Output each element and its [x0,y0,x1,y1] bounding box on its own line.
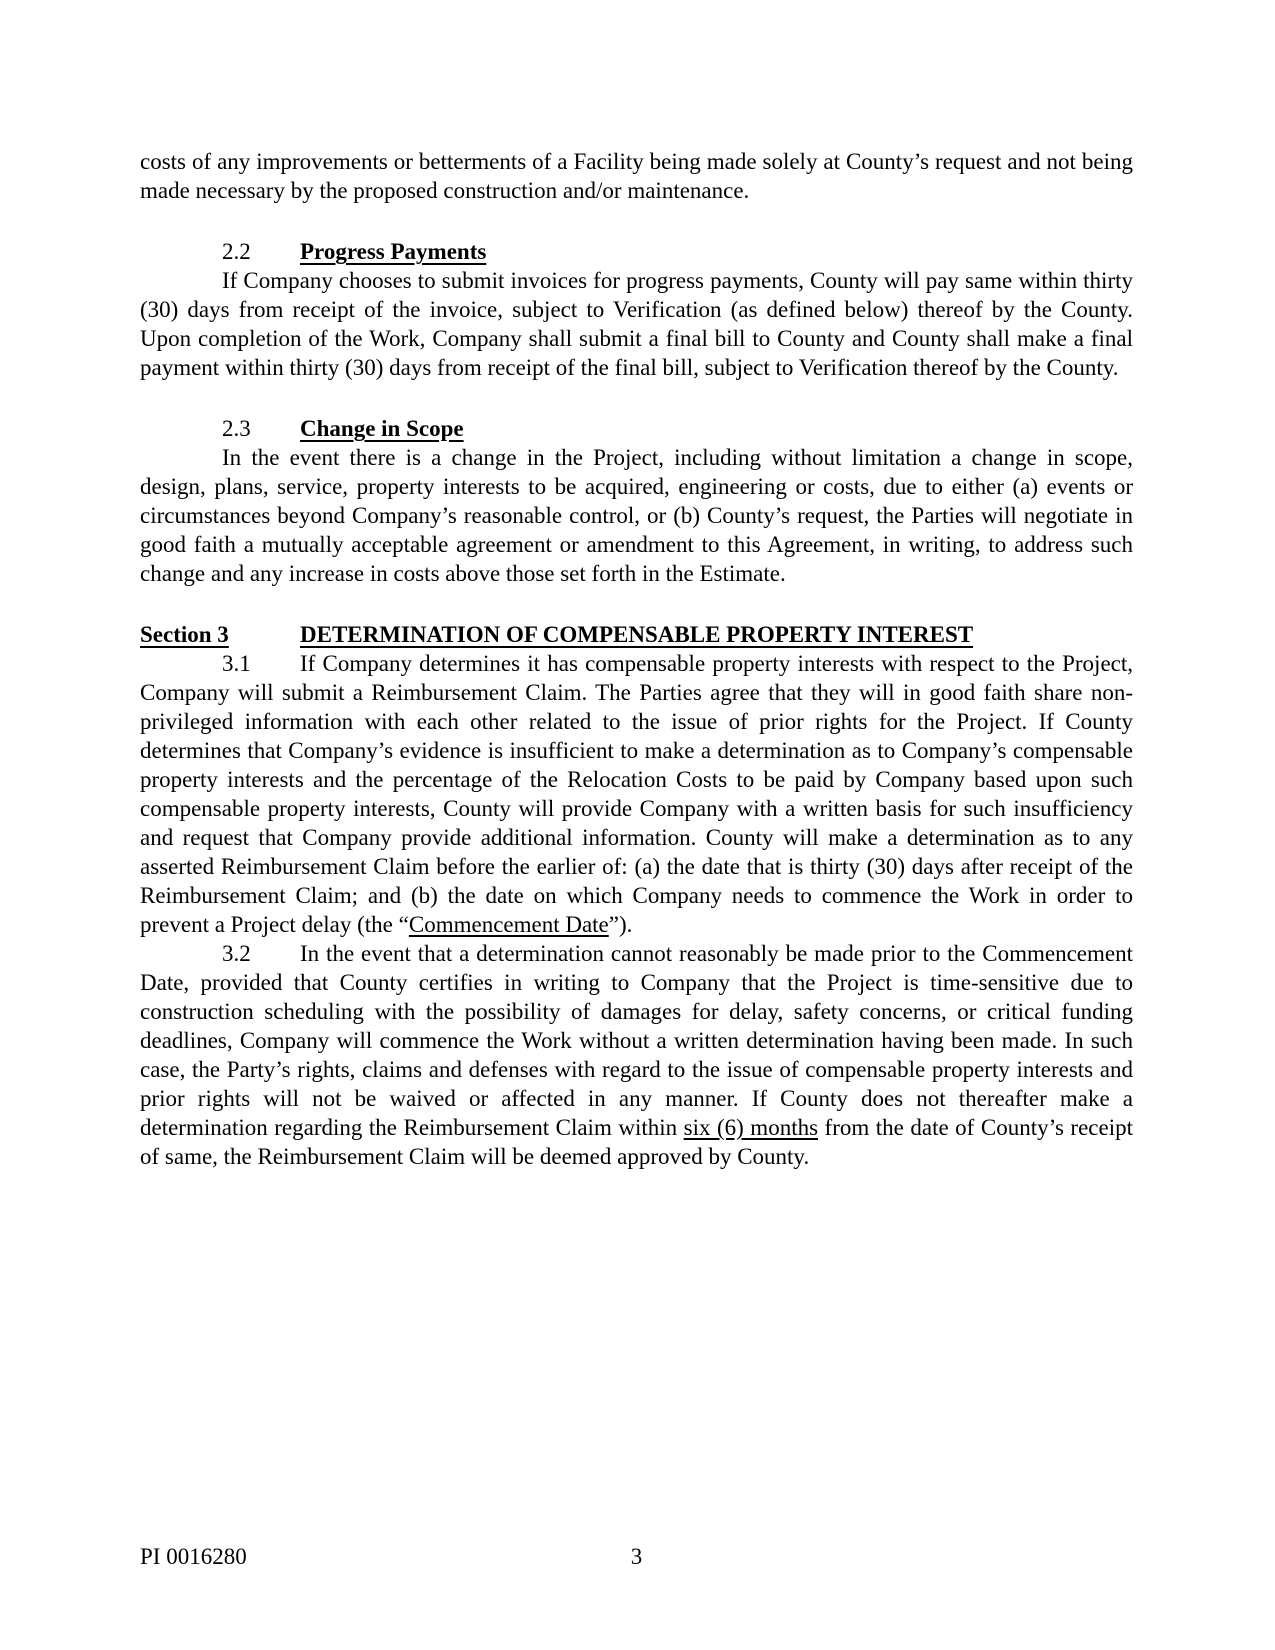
paragraph-intro-text: costs of any improvements or betterments of a Facility being made solely at County’s request and not being made necessary by the proposed construction and/or maintenance. [140,149,1133,203]
heading-section-3-number-cell [140,620,300,649]
heading-section-3-title: DETERMINATION OF COMPENSABLE PROPERTY INTEREST [300,622,974,647]
heading-2-2-title: Progress Payments [300,239,487,264]
footer-page-number: 3 [630,1544,643,1569]
paragraph-3-2-underlined-term: six (6) months [683,1115,819,1140]
paragraph-3-2-text-end: from the date of County’s receipt of same, the Reimbursement Claim will be deemed approved by County. [140,1115,1133,1169]
paragraph-3-1-number: 3.1 [222,651,251,676]
paragraph-3-1 [140,649,1133,939]
paragraph-2-3 [140,443,1133,588]
paragraph-intro [140,147,1133,205]
paragraph-3-1-text-end: ”). [608,912,633,937]
heading-section-3-number: Section 3 [140,622,229,647]
footer-document-id: PI 0016280 [140,1544,247,1569]
paragraph-2-3-text: In the event there is a change in the Project, including without limitation a change in scope, design, plans, service, property interests to be acquired, engineering or costs, due to either (a) events or circumstances beyond Company’s reasonable control, or (b) County’s request, the Parties will negotiate in good faith a mutually acceptable agreement or amendment to this Agreement, in writing, to address such change and any increase in costs above those set forth in the Estimate. [140,445,1133,586]
heading-2-2 [222,237,1133,266]
paragraph-3-2-number: 3.2 [222,941,251,966]
heading-2-3-number: 2.3 [222,416,251,441]
heading-section-3 [140,620,1133,649]
heading-2-3-title: Change in Scope [300,416,464,441]
paragraph-3-1-text: If Company determines it has compensable property interests with respect to the Project, Company will submit a Reimbursement Claim. The Parties agree that they will in good faith share non-privileged information with each other related to the issue of prior rights for the Project. If County determines that Company’s evidence is insufficient to make a determination as to Company’s compensable property interests and the percentage of the Relocation Costs to be paid by Company based upon such compensable property interests, County will provide Company with a written basis for such insufficiency and request that Company provide additional information. County will make a determination as to any asserted Reimbursement Claim before the earlier of: (a) the date that is thirty (30) days after receipt of the Reimbursement Claim; and (b) the date on which Company needs to commence the Work in order to prevent a Project delay (the “ [140,651,1133,937]
paragraph-3-2-text: In the event that a determination cannot reasonably be made prior to the Commencement Date, provided that County certifies in writing to Company that the Project is time-sensitive due to construction scheduling with the possibility of damages for delay, safety concerns, or critical funding deadlines, Company will commence the Work without a written determination having been made. In such case, the Party’s rights, claims and defenses with regard to the issue of compensable property interests and prior rights will not be waived or affected in any manner. If County does not thereafter make a determination regarding the Reimbursement Claim within [140,941,1133,1140]
paragraph-3-1-defined-term: Commencement Date [408,912,609,937]
paragraph-3-2 [140,939,1133,1171]
document-body [140,147,1133,1171]
heading-2-2-number: 2.2 [222,239,251,264]
heading-2-3 [222,414,1133,443]
paragraph-2-2 [140,266,1133,382]
paragraph-2-2-text: If Company chooses to submit invoices for progress payments, County will pay same within thirty (30) days from receipt of the invoice, subject to Verification (as defined below) thereof by the County. Upon completion of the Work, Company shall submit a final bill to County and County shall make a final payment within thirty (30) days from receipt of the final bill, subject to Verification thereof by the County. [140,268,1133,380]
